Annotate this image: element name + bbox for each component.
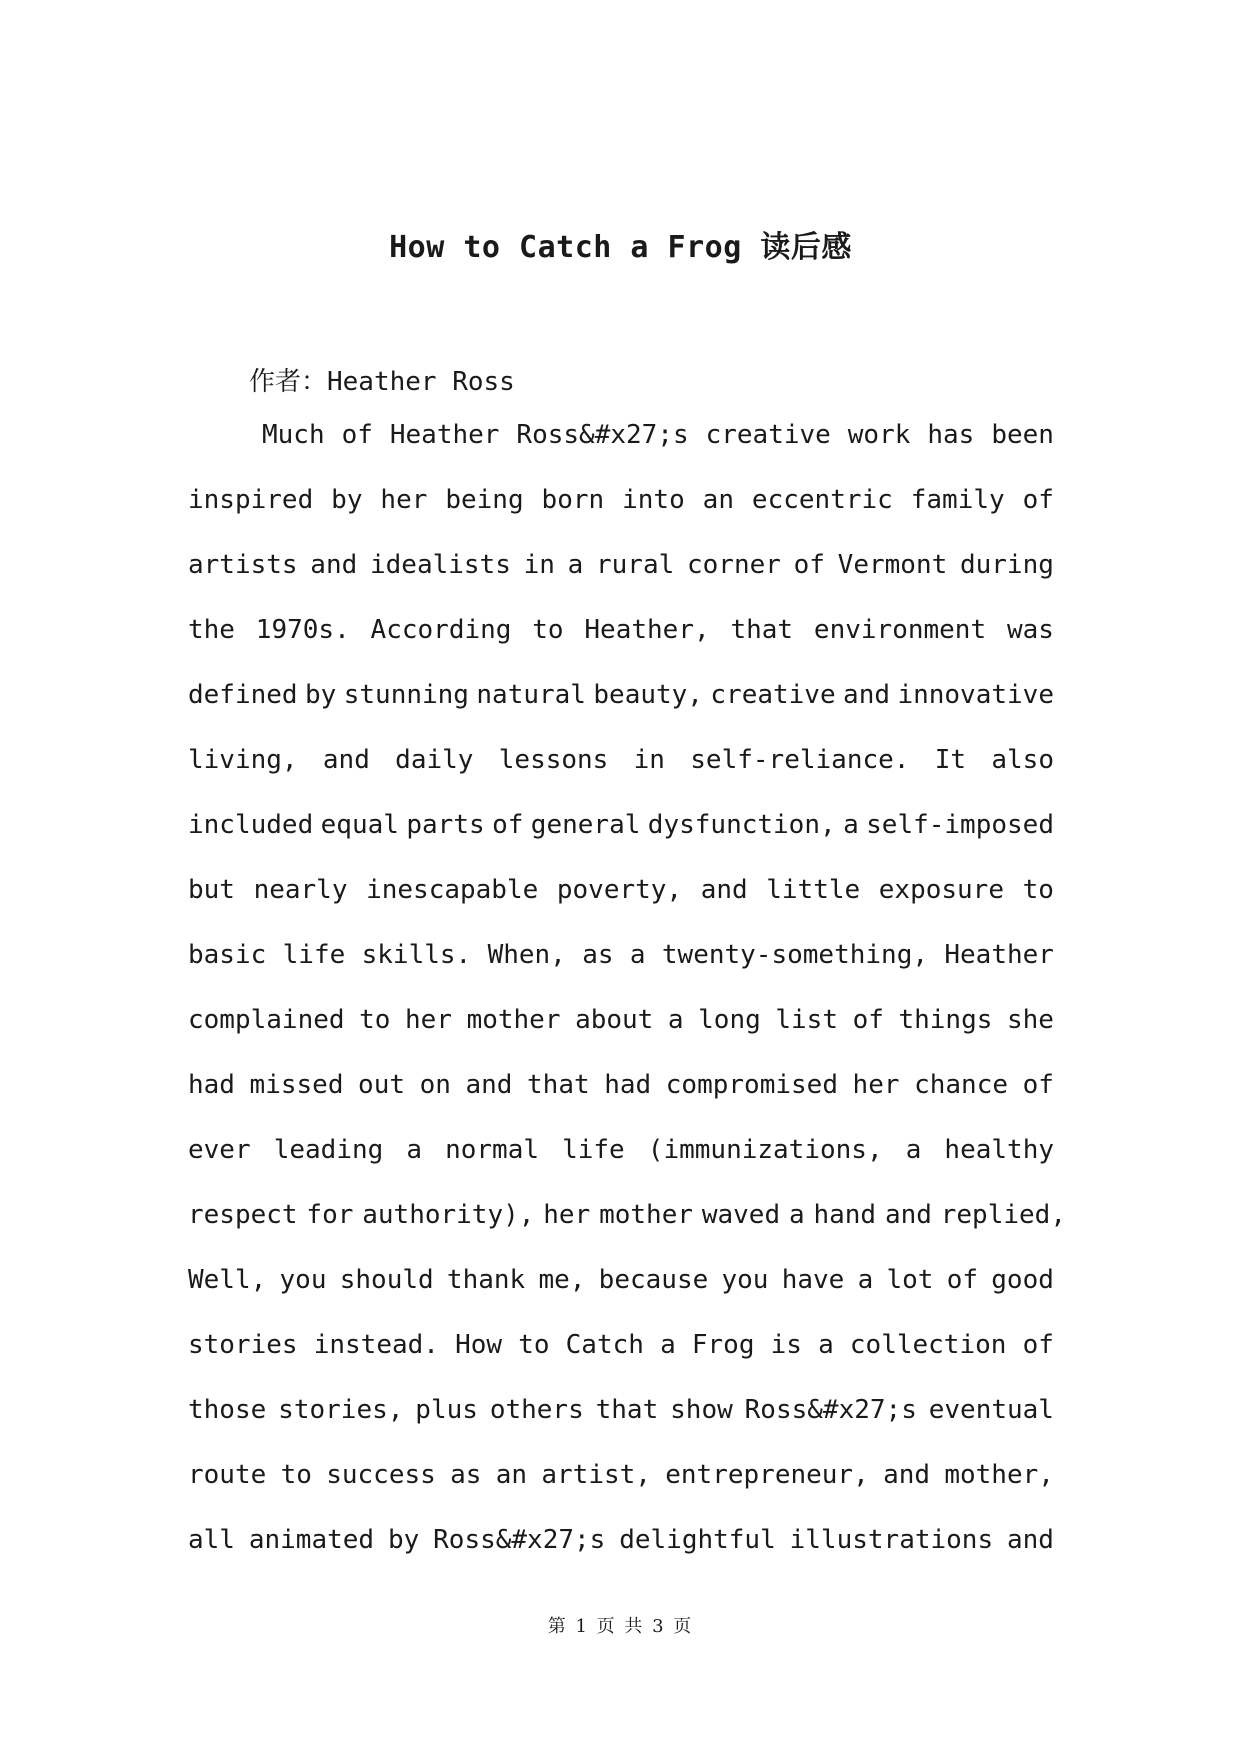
word: daily [395,745,474,775]
word: lot [886,1265,934,1295]
word: stories, [278,1395,404,1425]
word: to [280,1460,312,1490]
word: but [188,875,235,905]
word: life [562,1135,625,1165]
word: complained [188,1005,345,1035]
word: a [818,1330,834,1360]
word: parts [406,810,485,840]
word: of [946,1265,979,1295]
word: had [188,1070,235,1100]
word: by [305,680,337,710]
word: all [188,1525,235,1555]
word: a [667,1005,684,1035]
word: Much [262,420,325,450]
word: those [188,1395,267,1425]
word: Ross&#x27;s [433,1525,606,1555]
body-line [188,810,1054,875]
word: stories [188,1330,298,1360]
word: leading [273,1135,384,1165]
word: her [405,1005,452,1035]
word: as [450,1460,482,1490]
word: thank [446,1265,526,1295]
word: a [660,1330,676,1360]
body-text [188,420,1066,1590]
word: Ross&#x27;s [516,420,689,450]
body-line [188,1135,1054,1200]
word: of [1022,1070,1054,1100]
word: life [282,940,346,970]
word: collection [849,1330,1007,1360]
word: of [793,550,825,580]
word: that [730,615,794,645]
word: that [527,1070,590,1100]
word: of [492,810,524,840]
author-line: 作者：Heather Ross [249,367,515,397]
word: instead. [313,1330,439,1360]
word: 1970s. [255,615,350,645]
word: poverty, [556,875,683,905]
word: living, [188,745,298,775]
word: a [567,550,584,580]
word: and [1007,1525,1054,1555]
word: you [721,1265,769,1295]
body-line [188,1460,1054,1525]
word: is [770,1330,802,1360]
word: should [339,1265,434,1295]
word: stunning [343,680,469,710]
word: When, [487,940,566,970]
word: list [775,1005,838,1035]
word: basic [188,940,267,970]
word: a [843,810,859,840]
word: artists [188,550,298,580]
word: her [380,485,428,515]
word: things [898,1005,993,1035]
body-line [188,1265,1054,1330]
word: self-reliance. [690,745,910,775]
word: innovative [897,680,1054,710]
word: by [387,1525,420,1555]
word: a [905,1135,922,1165]
word: skills. [361,940,472,970]
word: of [852,1005,884,1035]
word: dysfunction, [647,810,836,840]
word: How [455,1330,503,1360]
word: environment [813,615,987,645]
word: of [1022,1330,1054,1360]
word: corner [687,550,781,580]
body-line [188,680,1054,745]
word: route [188,1460,267,1490]
word: According [370,615,512,645]
word: and [322,745,370,775]
word: and [883,1460,931,1490]
word: was [1006,615,1054,645]
word: little [766,875,861,905]
word: beauty, [593,680,703,710]
word: success [326,1460,436,1490]
word: a [406,1135,423,1165]
word: Vermont [837,550,948,580]
word: to [518,1330,550,1360]
word: and [310,550,358,580]
word: authority), [362,1200,535,1230]
word: artist, [541,1460,651,1490]
word: and [700,875,748,905]
word: natural [476,680,586,710]
word: and [843,680,891,710]
word: Catch [565,1330,644,1360]
word: self-imposed [866,810,1054,840]
word: creative [705,420,831,450]
word: and [465,1070,513,1100]
word: animated [248,1525,375,1555]
word: illustrations [789,1525,994,1555]
word: Frog [691,1330,755,1360]
word: inspired [188,485,314,515]
word: because [598,1265,709,1295]
word: during [959,550,1054,580]
word: defined [188,680,298,710]
word: hand [813,1200,877,1230]
body-line [188,1395,1054,1460]
word: born [541,485,605,515]
word: an [702,485,734,515]
word: missed [249,1070,344,1100]
word: others [489,1395,584,1425]
word: Heather, [584,615,710,645]
word: Heather [389,420,500,450]
word: as [582,940,614,970]
word: you [279,1265,327,1295]
body-line [188,420,1054,485]
word: equal [320,810,399,840]
word: a [788,1200,805,1230]
word: her [852,1070,900,1100]
word: mother [466,1005,561,1035]
word: twenty-something, [661,940,928,970]
word: good [991,1265,1054,1295]
word: entrepreneur, [665,1460,869,1490]
word: that [595,1395,659,1425]
body-line [188,940,1054,1005]
word: Heather [944,940,1054,970]
body-line [188,1525,1054,1590]
word: inescapable [366,875,539,905]
word: healthy [944,1135,1054,1165]
word: into [622,485,685,515]
word: about [575,1005,654,1035]
word: had [604,1070,652,1100]
word: on [419,1070,451,1100]
word: to [359,1005,391,1035]
word: plus [415,1395,478,1425]
word: waved [701,1200,781,1230]
word: (immunizations, [647,1135,883,1165]
word: eccentric [751,485,893,515]
word: chance [914,1070,1009,1100]
word: has [927,420,975,450]
word: eventual [928,1395,1054,1425]
word: she [1006,1005,1054,1035]
word: rural [596,550,675,580]
word: mother, [944,1460,1054,1490]
word: Well, [188,1265,267,1295]
word: Ross&#x27;s [744,1395,917,1425]
word: compromised [665,1070,838,1100]
body-line [188,1070,1054,1135]
word: creative [710,680,836,710]
word: exposure [878,875,1004,905]
word: being [445,485,524,515]
word: have [781,1265,845,1295]
word: replied, [940,1200,1066,1230]
body-line [188,1330,1054,1395]
document-title: How to Catch a Frog 读后感 [389,230,852,265]
word: out [358,1070,406,1100]
word: in [633,745,665,775]
body-line [188,615,1054,680]
body-line [188,485,1054,550]
body-line [188,745,1054,810]
word: family [910,485,1005,515]
word: respect [188,1200,298,1230]
word: ever [188,1135,251,1165]
word: work [847,420,911,450]
word: the [188,615,235,645]
word: general [530,810,641,840]
word: It [934,745,967,775]
word: idealists [369,550,511,580]
word: lessons [498,745,609,775]
word: normal [445,1135,540,1165]
word: by [331,485,363,515]
word: to [1022,875,1054,905]
word: long [698,1005,761,1035]
word: an [495,1460,528,1490]
word: show [670,1395,733,1425]
word: her [543,1200,591,1230]
word: and [884,1200,932,1230]
body-line [188,875,1054,940]
word: been [991,420,1054,450]
word: for [306,1200,354,1230]
word: of [1022,485,1054,515]
word: also [991,745,1054,775]
body-line [188,1200,1066,1265]
word: to [532,615,564,645]
body-line [188,550,1054,615]
word: a [629,940,646,970]
word: mother [599,1200,693,1230]
word: a [857,1265,874,1295]
word: nearly [253,875,348,905]
page-footer: 第 1 页 共 3 页 [547,1616,694,1637]
word: delightful [619,1525,776,1555]
word: me, [538,1265,586,1295]
word: of [341,420,373,450]
word: included [188,810,314,840]
word: in [523,550,555,580]
body-line [188,1005,1054,1070]
